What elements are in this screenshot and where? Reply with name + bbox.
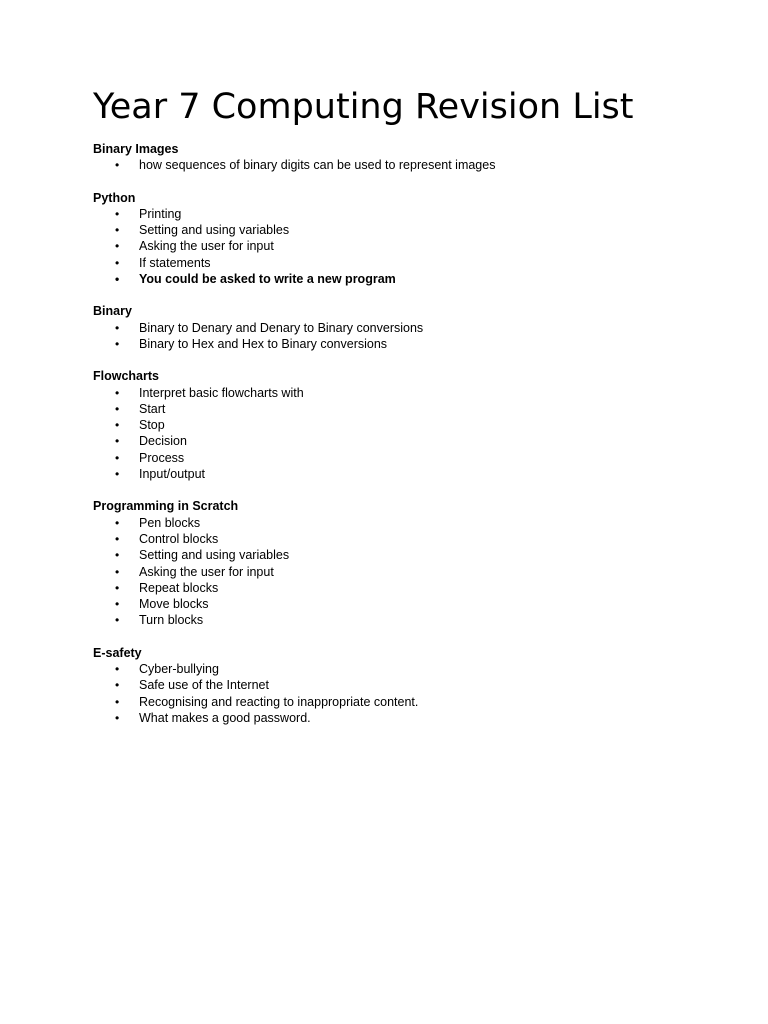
- list-item: [93, 385, 713, 401]
- revision-section: [93, 141, 713, 174]
- bullet-icon: •: [115, 255, 120, 270]
- list-item: [93, 222, 713, 238]
- bullet-icon: •: [115, 548, 120, 563]
- list-item: [93, 612, 713, 628]
- section-heading: Binary Images: [93, 142, 179, 156]
- list-item-text: Control blocks: [139, 531, 219, 546]
- list-item-text: Start: [139, 401, 166, 416]
- list-item-text: Decision: [139, 434, 187, 449]
- bullet-icon: •: [115, 450, 120, 465]
- section-heading: Python: [93, 190, 136, 205]
- bullet-icon: •: [115, 223, 120, 238]
- document-title: Year 7 Computing Revision List: [93, 87, 634, 127]
- section-heading: Flowcharts: [93, 369, 159, 384]
- list-item-text: If statements: [139, 255, 211, 270]
- list-item-text: Stop: [139, 418, 165, 433]
- section-heading: Binary: [93, 304, 132, 319]
- bullet-icon: •: [115, 272, 120, 287]
- bullet-icon: •: [115, 336, 120, 351]
- bullet-icon: •: [115, 401, 120, 416]
- bullet-icon: •: [115, 515, 120, 530]
- list-item: [93, 661, 713, 677]
- revision-section: [93, 303, 713, 352]
- list-item-text: You could be asked to write a new program: [139, 272, 396, 287]
- list-item-text: Asking the user for input: [139, 564, 274, 579]
- list-item-text: Turn blocks: [139, 613, 204, 628]
- revision-section: [93, 190, 713, 288]
- bullet-icon: •: [115, 434, 120, 449]
- list-item: [93, 336, 713, 352]
- list-item: [93, 255, 713, 271]
- bullet-icon: •: [115, 710, 120, 725]
- bullet-icon: •: [115, 662, 120, 677]
- list-item: [93, 417, 713, 433]
- section-heading: Programming in Scratch: [93, 499, 239, 514]
- list-item-text: Repeat blocks: [139, 580, 219, 595]
- list-item: [93, 206, 713, 222]
- bullet-icon: •: [115, 694, 120, 709]
- list-item-text: Binary to Hex and Hex to Binary conversions: [139, 336, 388, 351]
- revision-sections: [93, 141, 713, 726]
- bullet-icon: •: [115, 613, 120, 628]
- bullet-icon: •: [115, 564, 120, 579]
- list-item-text: Safe use of the Internet: [139, 678, 269, 693]
- list-item-text: What makes a good password.: [139, 710, 311, 725]
- list-item-text: Recognising and reacting to inappropriate content.: [139, 694, 419, 709]
- list-item: [93, 271, 713, 287]
- bullet-icon: •: [115, 531, 120, 546]
- list-item-text: Binary to Denary and Denary to Binary conversions: [139, 320, 424, 335]
- bullet-icon: •: [115, 580, 120, 595]
- list-item: [93, 157, 713, 173]
- list-item: [93, 694, 713, 710]
- bullet-icon: •: [115, 418, 120, 433]
- section-heading: E-safety: [93, 645, 142, 660]
- bullet-icon: •: [115, 385, 120, 400]
- bullet-list: [93, 157, 713, 173]
- list-item-text: Input/output: [139, 467, 206, 482]
- list-item-text: Setting and using variables: [139, 548, 290, 563]
- list-item-text: Setting and using variables: [139, 223, 290, 238]
- list-item: [93, 677, 713, 693]
- list-item: [93, 515, 713, 531]
- list-item: [93, 596, 713, 612]
- bullet-icon: •: [115, 467, 120, 482]
- list-item-text: Process: [139, 450, 185, 465]
- list-item-text: how sequences of binary digits can be used to represent images: [139, 158, 496, 173]
- list-item: [93, 710, 713, 726]
- bullet-list: [93, 515, 713, 629]
- bullet-icon: •: [115, 206, 120, 221]
- bullet-icon: •: [115, 678, 120, 693]
- list-item: [93, 401, 713, 417]
- list-item: [93, 531, 713, 547]
- list-item-text: Asking the user for input: [139, 239, 274, 254]
- bullet-list: [93, 206, 713, 287]
- list-item-text: Move blocks: [139, 597, 209, 612]
- list-item: [93, 580, 713, 596]
- bullet-icon: •: [115, 320, 120, 335]
- bullet-list: [93, 385, 713, 483]
- list-item-text: Interpret basic flowcharts with: [139, 385, 304, 400]
- revision-section: [93, 498, 713, 628]
- list-item: [93, 433, 713, 449]
- list-item: [93, 466, 713, 482]
- list-item: [93, 320, 713, 336]
- revision-section: [93, 368, 713, 482]
- bullet-icon: •: [115, 239, 120, 254]
- list-item-text: Cyber-bullying: [139, 662, 219, 677]
- list-item: [93, 564, 713, 580]
- list-item-text: Printing: [139, 206, 182, 221]
- bullet-list: [93, 661, 713, 726]
- bullet-list: [93, 320, 713, 353]
- list-item: [93, 547, 713, 563]
- document-page: [93, 84, 713, 742]
- list-item: [93, 450, 713, 466]
- list-item-text: Pen blocks: [139, 515, 201, 530]
- revision-section: [93, 645, 713, 726]
- bullet-icon: •: [115, 597, 120, 612]
- list-item: [93, 238, 713, 254]
- bullet-icon: •: [115, 158, 120, 173]
